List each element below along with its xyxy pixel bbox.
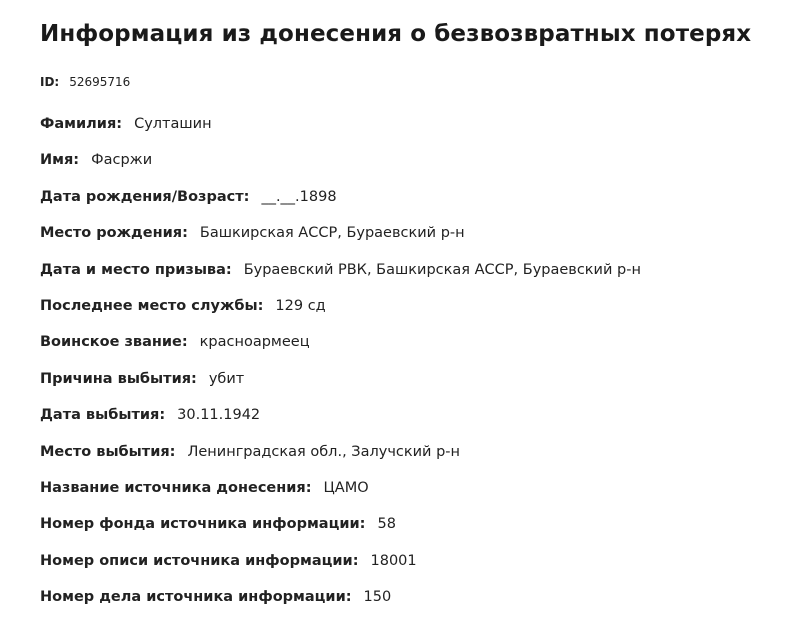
field-value: Фасржи xyxy=(91,152,153,169)
field-last-unit xyxy=(40,297,800,333)
field-label: Дата рождения/Возраст: xyxy=(40,188,250,205)
record-id xyxy=(40,74,800,90)
record-fields xyxy=(40,115,800,624)
field-fond-number xyxy=(40,515,800,551)
field-label: Последнее место службы: xyxy=(40,297,264,314)
field-source-name xyxy=(40,479,800,515)
field-loss-date xyxy=(40,406,800,442)
field-label: Номер описи источника информации: xyxy=(40,552,359,569)
field-value: Башкирская АССР, Бураевский р-н xyxy=(199,225,465,242)
field-value: __.__.1898 xyxy=(261,188,337,205)
field-conscription xyxy=(40,261,800,297)
field-value: Бураевский РВК, Башкирская АССР, Бураевский р-н xyxy=(243,261,641,278)
field-loss-reason xyxy=(40,370,800,406)
field-label: Причина выбытия: xyxy=(40,370,197,387)
field-value: 129 сд xyxy=(275,297,326,314)
record-id-label: ID: xyxy=(40,75,60,89)
page-title: Информация из донесения о безвозвратных потерях xyxy=(40,21,752,47)
field-opis-number xyxy=(40,552,800,588)
field-value: убит xyxy=(208,370,245,387)
field-surname xyxy=(40,115,800,151)
field-label: Имя: xyxy=(40,152,80,169)
field-label: Название источника донесения: xyxy=(40,479,312,496)
field-value: 18001 xyxy=(370,552,417,569)
field-delo-number xyxy=(40,588,800,624)
field-value: 58 xyxy=(377,516,396,533)
field-value: 30.11.1942 xyxy=(177,407,261,424)
field-birth-date xyxy=(40,188,800,224)
field-value: ЦАМО xyxy=(323,479,369,496)
field-label: Дата и место призыва: xyxy=(40,261,232,278)
record-id-value: 52695716 xyxy=(69,75,131,89)
field-label: Номер фонда источника информации: xyxy=(40,516,366,533)
field-first-name xyxy=(40,151,800,187)
field-label: Воинское звание: xyxy=(40,334,188,351)
field-label: Место выбытия: xyxy=(40,443,176,460)
field-value: Султашин xyxy=(134,116,212,132)
field-value: 150 xyxy=(363,589,392,606)
field-label: Дата выбытия: xyxy=(40,407,166,424)
field-birth-place xyxy=(40,224,800,260)
field-label: Номер дела источника информации: xyxy=(40,589,352,606)
field-label: Место рождения: xyxy=(40,225,188,242)
field-value: красноармеец xyxy=(199,334,310,351)
field-rank xyxy=(40,333,800,369)
field-label: Фамилия: xyxy=(40,116,123,132)
field-loss-place xyxy=(40,443,800,479)
field-value: Ленинградская обл., Залучский р-н xyxy=(187,443,460,460)
